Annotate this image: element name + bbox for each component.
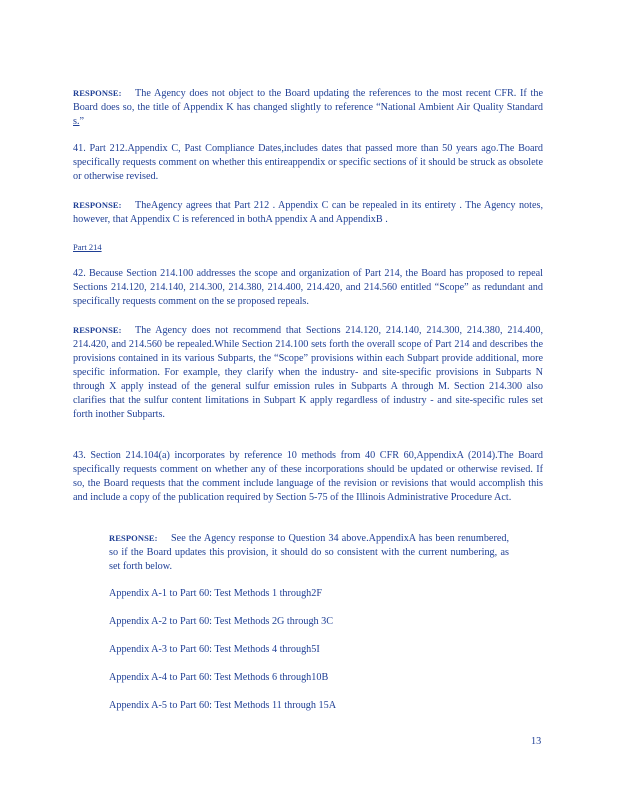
response-42-text xyxy=(73,323,543,422)
response-label: RESPONSE: xyxy=(109,533,158,543)
appendix-item: Appendix A-4 to Part 60: Test Methods 6 through10B xyxy=(109,672,329,683)
page-number: 13 xyxy=(531,736,542,747)
response-43 xyxy=(109,531,509,574)
part-heading xyxy=(73,240,543,254)
response-40-text xyxy=(73,86,543,129)
question-41-text: 41. Part 212.Appendix C, Past Compliance Dates,includes dates that passed more than 50 years ago.The Board specifically requests comment on whether this entireappendix or specific sections of it should be struck as obsolete or otherwise revised. xyxy=(73,143,543,182)
response-label: RESPONSE: xyxy=(73,88,122,98)
question-42-text: 42. Because Section 214.100 addresses the scope and organization of Part 214, the Board has proposed to repeal Sections 214.120, 214.140, 214.300, 214.380, 214.400, 214.420, and 214.560 entitled “Scope” as redundant and specifically requests comment on the se proposed repeals. xyxy=(73,268,543,307)
question-41 xyxy=(73,142,543,184)
response-43-body: See the Agency response to Question 34 above.AppendixA has been renumbered, so if the Board updates this provision, it should do so consistent with the current numbering, as set forth below. xyxy=(109,533,509,572)
appendix-item: Appendix A-3 to Part 60: Test Methods 4 through5I xyxy=(109,644,320,655)
appendix-item: Appendix A-2 to Part 60: Test Methods 2G through 3C xyxy=(109,616,334,627)
response-40 xyxy=(73,86,543,129)
response-40-body: The Agency does not object to the Board updating the references to the most recent CFR. If the Board does so, the title of Appendix K has changed slightly to reference “National Ambient Air Quality Standard xyxy=(73,88,543,113)
response-40-close-quote: ” xyxy=(79,116,85,127)
appendix-item: Appendix A-1 to Part 60: Test Methods 1 through2F xyxy=(109,588,323,599)
response-41-body: TheAgency agrees that Part 212 . Appendix C can be repealed in its entirety . The Agency notes, however, that Appendix C is referenced in bothA ppendix A and AppendixB . xyxy=(73,200,543,225)
response-42 xyxy=(73,323,543,422)
response-43-text xyxy=(109,531,509,574)
appendix-item: Appendix A-5 to Part 60: Test Methods 11 through 15A xyxy=(109,700,337,711)
response-41 xyxy=(73,198,543,227)
response-42-body: The Agency does not recommend that Sections 214.120, 214.140, 214.300, 214.380, 214.400, 214.420, and 214.560 be repealed.While Section 214.100 sets forth the overall scope of Part 214 and describes the provisions contained in its various Subparts, the “Scope” provisions within each Subpart provide additional, more specific information. For example, they clarify when the industry- and site-specific provisions in Subparts N through X apply instead of the general sulfur emission rules in Subparts A through M. Section 214.300 also clarifies that the sulfur content limitations in Subpart K apply regardless of industry - and site-specific rules set forth inother Subparts. xyxy=(73,325,543,420)
part-214-heading: Part 214 xyxy=(73,242,102,252)
response-label: RESPONSE: xyxy=(73,200,122,210)
response-40-underlined: s. xyxy=(73,116,80,127)
question-43-text: 43. Section 214.104(a) incorporates by reference 10 methods from 40 CFR 60,AppendixA (2014).The Board specifically requests comment on whether any of these incorporations should be updated or otherwise revised. If so, the Board requests that the comment include language of the revision or revisions that would accomplish this and include a copy of the publication required by Section 5-75 of the Illinois Administrative Procedure Act. xyxy=(73,450,543,503)
question-43 xyxy=(73,449,543,505)
question-42 xyxy=(73,267,543,309)
response-label: RESPONSE: xyxy=(73,325,122,335)
response-41-text xyxy=(73,198,543,227)
